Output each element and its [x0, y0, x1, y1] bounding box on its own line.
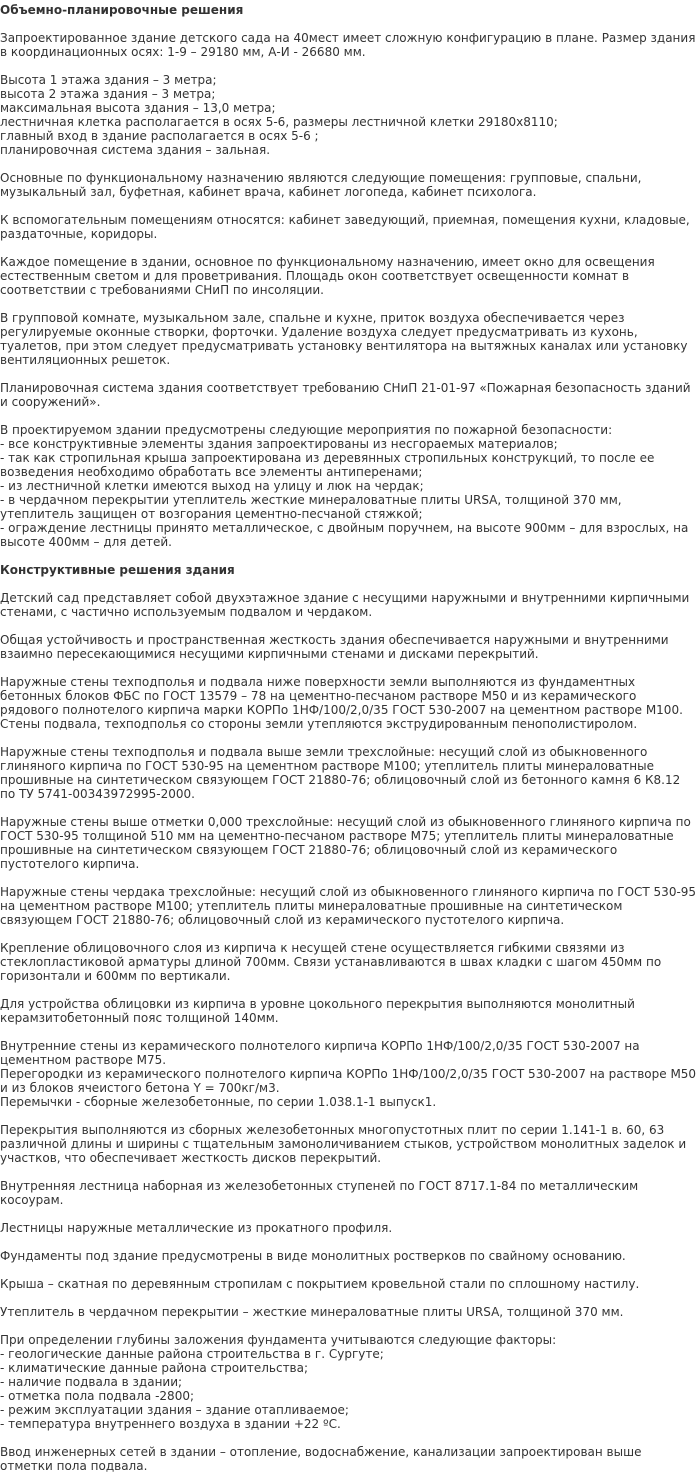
paragraph: Наружные стены техподполья и подвала ниже поверхности земли выполняются из фундаментных бетонных блоков ФБС по ГОСТ 13579 – 78 на цементно-песчаном растворе М50 и из керамического рядового полнотелого кирпича марки КОРПо 1НФ/100/2,0/35 ГОСТ 530-2007 на цементном растворе М100. Стены подвала, техподполья со стороны земли утепляются экструдированным пенополистиролом.: [0, 675, 687, 731]
paragraph: Каждое помещение в здании, основное по функциональному назначению, имеет окно для освещения естественным светом и для проветривания. Площадь окон соответствует освещенности комнат в соответствии с требованиями СНиП по инсоляции.: [0, 255, 659, 297]
paragraph: К вспомогательным помещениям относятся: кабинет заведующий, приемная, помещения кухни, кладовые, раздаточные, коридоры.: [0, 213, 694, 241]
paragraph: Утеплитель в чердачном перекрытии – жесткие минераловатные плиты URSA, толщиной 370 мм.: [0, 1305, 624, 1319]
paragraph: Детский сад представляет собой двухэтажное здание с несущими наружными и внутренними кирпичными стенами, с частично используемым подвалом и чердаком.: [0, 591, 694, 619]
paragraph-gap: [0, 17, 698, 31]
paragraph-gap: [0, 1431, 698, 1445]
paragraph: Ввод инженерных сетей в здании – отопление, водоснабжение, канализации запроектирован выше отметки пола подвала.: [0, 1445, 646, 1473]
paragraph: Крыша – скатная по деревянным стропилам с покрытием кровельной стали по сплошному настилу.: [0, 1277, 640, 1291]
paragraph: Основные по функциональному назначению являются следующие помещения: групповые, спальни, музыкальный зал, буфетная, кабинет врача, кабинет логопеда, кабинет психолога.: [0, 171, 646, 199]
paragraph-gap: [0, 241, 698, 255]
document-section: [0, 3, 698, 563]
paragraph-gap: [0, 1025, 698, 1039]
paragraph: Крепление облицовочного слоя из кирпича к несущей стене осуществляется гибкими связями из стеклопластиковой арматуры длиной 700мм. Связи устанавливаются в швах кладки с шагом 450мм по горизонтали и 600мм по вертикали.: [0, 941, 666, 983]
paragraph: Внутренние стены из керамического полнотелого кирпича КОРПо 1НФ/100/2,0/35 ГОСТ 530-2007 на цементном растворе М75. Перегородки из керамического полнотелого кирпича КОРПо 1НФ/100/2,0/35 ГОСТ 530-2007 на растворе М50 и из блоков ячеистого бетона Y = 700кг/м3. Перемычки - сборные железобетонные, по серии 1.038.1-1 выпуск1.: [0, 1039, 697, 1109]
paragraph: Планировочная система здания соответствует требованию СНиП 21-01-97 «Пожарная безопасность зданий и сооружений».: [0, 381, 695, 409]
paragraph-gap: [0, 731, 698, 745]
document-body: [0, 3, 698, 1473]
paragraph: Наружные стены техподполья и подвала выше земли трехслойные: несущий слой из обыкновенного глиняного кирпича по ГОСТ 530-95 на цементном растворе М100; утеплитель плиты минераловатные прошивные на синтетическом связующем ГОСТ 21880-76; облицовочный слой из бетонного камня 6 К8.12 по ТУ 5741-00343972995-2000.: [0, 745, 685, 801]
paragraph: Запроектированное здание детского сада на 40мест имеет сложную конфигурацию в плане. Размер здания в координационных осях: 1-9 – 29180 мм, А-И - 26680 мм.: [0, 31, 700, 59]
paragraph-gap: [0, 59, 698, 73]
paragraph-gap: [0, 1263, 698, 1277]
paragraph: Для устройства облицовки из кирпича в уровне цокольного перекрытия выполняются монолитный керамзитобетонный пояс толщиной 140мм.: [0, 997, 639, 1025]
paragraph-gap: [0, 157, 698, 171]
paragraph-gap: [0, 577, 698, 591]
paragraph-gap: [0, 801, 698, 815]
paragraph-gap: [0, 927, 698, 941]
paragraph-gap: [0, 619, 698, 633]
paragraph-gap: [0, 1319, 698, 1333]
paragraph-gap: [0, 1235, 698, 1249]
paragraph: При определении глубины заложения фундамента учитываются следующие факторы: - геологические данные района строительства в г. Сургуте; - климатические данные района строительства; - наличие подвала в здании; - отметка пола подвала -2800; - режим эксплуатации здания – здание отапливаемое; - температура внутреннего воздуха в здании +22 ºС.: [0, 1333, 557, 1431]
paragraph-gap: [0, 661, 698, 675]
paragraph-gap: [0, 1109, 698, 1123]
paragraph: Перекрытия выполняются из сборных железобетонных многопустотных плит по серии 1.141-1 в. 60, 63 различной длины и ширины с тщательным замоноличиванием стыков, устройством монолитных заделок и участков, что обеспечивает жесткость дисков перекрытий.: [0, 1123, 690, 1165]
paragraph: Фундаменты под здание предусмотрены в виде монолитных ростверков по свайному основанию.: [0, 1249, 626, 1263]
paragraph-gap: [0, 367, 698, 381]
section-heading: Объемно-планировочные решения: [0, 3, 244, 17]
paragraph: Общая устойчивость и пространственная жесткость здания обеспечивается наружными и внутренними взаимно пересекающимися несущими кирпичными стенами и дисками перекрытий.: [0, 633, 673, 661]
paragraph: В групповой комнате, музыкальном зале, спальне и кухне, приток воздуха обеспечивается через регулируемые оконные створки, форточки. Удаление воздуха следует предусматривать из кухонь, туалетов, при этом следует предусматривать установку вентилятора на вытяжных каналах или установку вентиляционных решеток.: [0, 311, 692, 367]
paragraph-gap: [0, 1291, 698, 1305]
paragraph: Высота 1 этажа здания – 3 метра; высота 2 этажа здания – 3 метра; максимальная высота здания – 13,0 метра; лестничная клетка располагается в осях 5-6, размеры лестничной клетки 29180х8110; главный вход в здание располагается в осях 5-6 ; планировочная система здания – зальная.: [0, 73, 558, 157]
paragraph-gap: [0, 199, 698, 213]
paragraph-gap: [0, 409, 698, 423]
section-heading: Конструктивные решения здания: [0, 563, 235, 577]
paragraph: В проектируемом здании предусмотрены следующие мероприятия по пожарной безопасности: - все конструктивные элементы здания запроектированы из несгораемых материалов; - так как стропильная крыша запроектирована из деревянных стропильных конструкций, то после ее возведения необходимо обработать все элементы антиперенами; - из лестничной клетки имеются выход на улицу и люк на чердак; - в чердачном перекрытии утеплитель жесткие минераловатные плиты URSA, толщиной 370 мм, утеплитель защищен от возгорания цементно-песчаной стяжкой; - ограждение лестницы принято металлическое, с двойным поручнем, на высоте 900мм – для взрослых, на высоте 400мм – для детей.: [0, 423, 689, 549]
section-gap: [0, 549, 698, 563]
document-section: [0, 563, 698, 1473]
paragraph-gap: [0, 1207, 698, 1221]
paragraph-gap: [0, 983, 698, 997]
paragraph: Лестницы наружные металлические из прокатного профиля.: [0, 1221, 393, 1235]
paragraph: Наружные стены чердака трехслойные: несущий слой из обыкновенного глиняного кирпича по ГОСТ 530-95 на цементном растворе М100; утеплитель плиты минераловатные прошивные на синтетическом связующем ГОСТ 21880-76; облицовочный слой из керамического пустотелого кирпича.: [0, 885, 700, 927]
paragraph-gap: [0, 297, 698, 311]
paragraph: Наружные стены выше отметки 0,000 трехслойные: несущий слой из обыкновенного глиняного кирпича по ГОСТ 530-95 толщиной 510 мм на цементно-песчаном растворе М75; утеплитель плиты минераловатные прошивные на синтетическом связующем ГОСТ 21880-76; облицовочный слой из керамического пустотелого кирпича.: [0, 815, 695, 871]
paragraph-gap: [0, 1165, 698, 1179]
paragraph-gap: [0, 871, 698, 885]
paragraph: Внутренняя лестница наборная из железобетонных ступеней по ГОСТ 8717.1-84 по металлическим косоурам.: [0, 1179, 643, 1207]
